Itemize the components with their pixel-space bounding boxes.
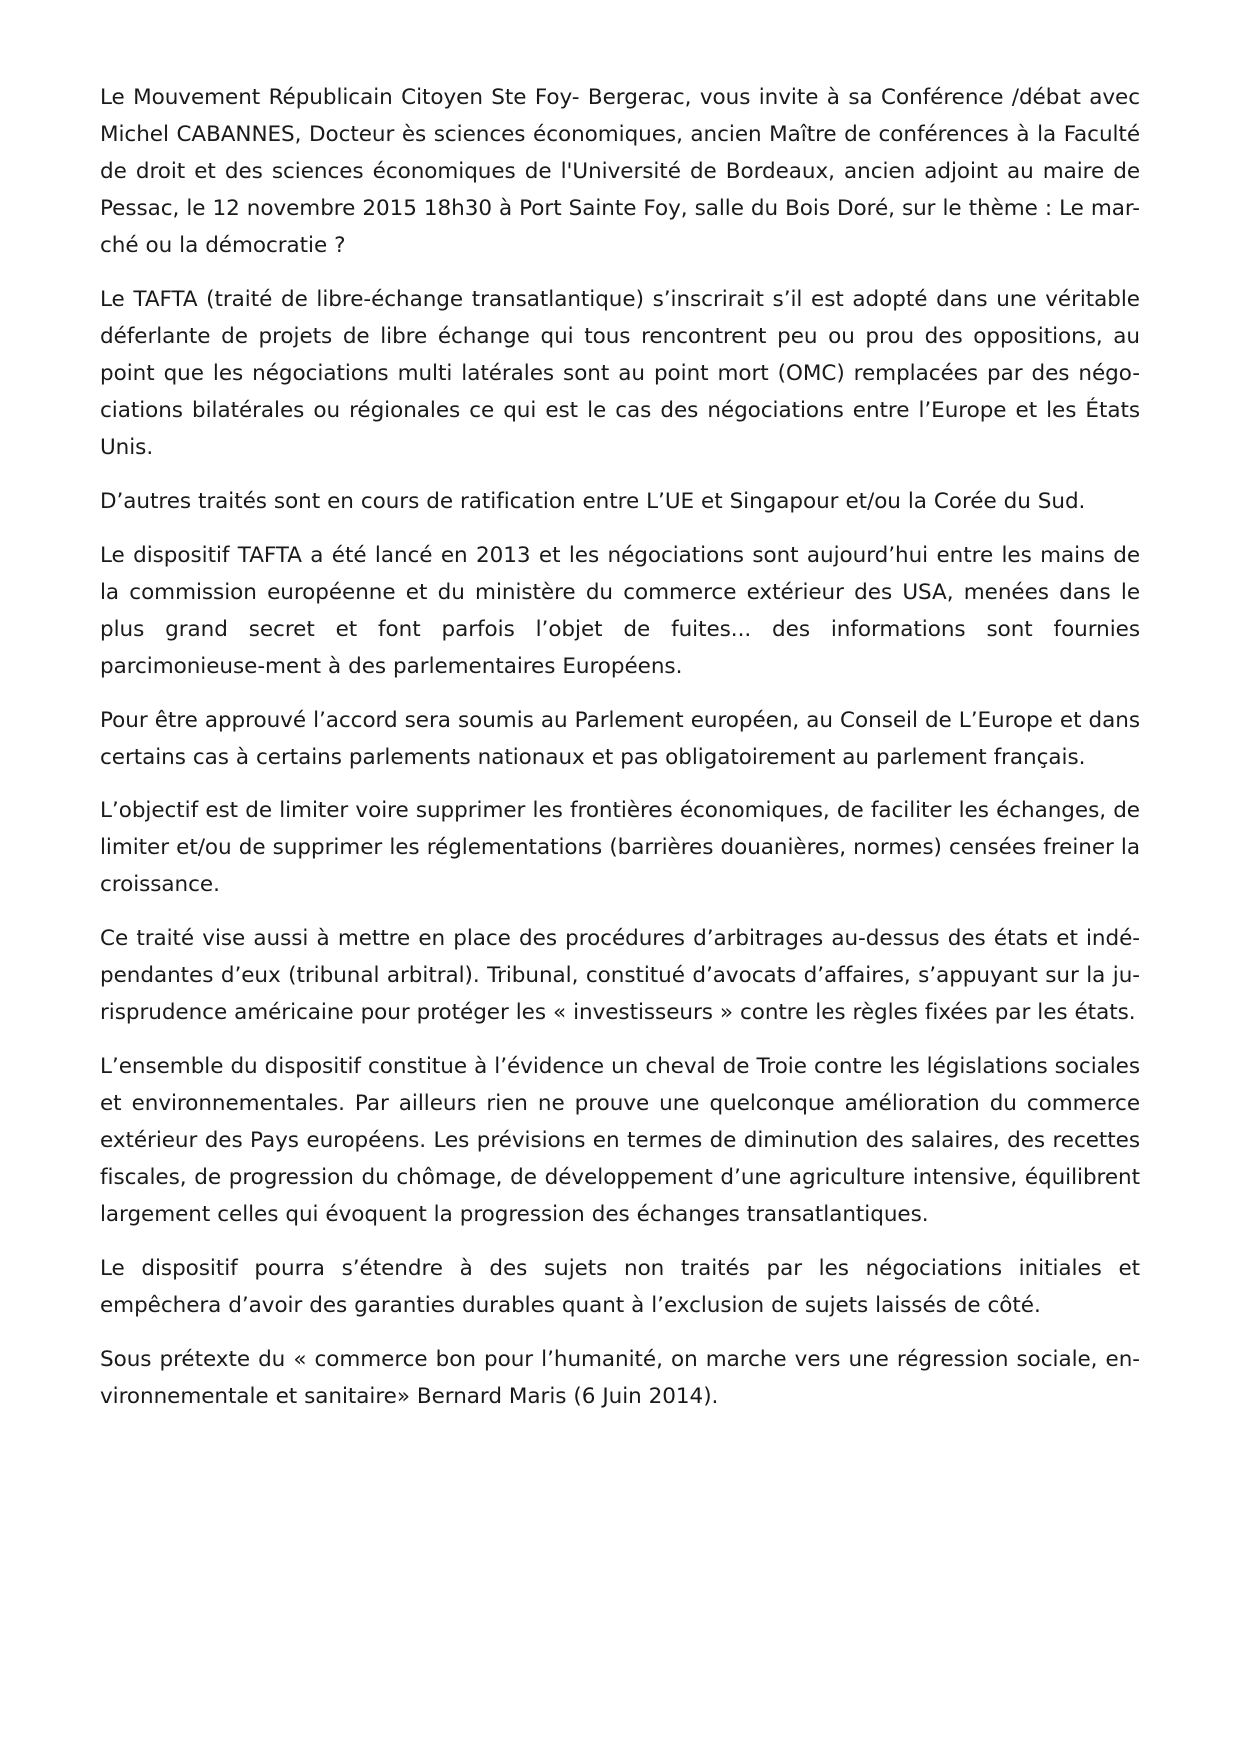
paragraph-objective: L’objectif est de limiter voire supprimer les frontières économiques, de faciliter les échanges, de limiter et/ou de supprimer les réglementations (barrières douanières, normes) censées freiner la croissance. — [100, 798, 1140, 898]
paragraph-consequences: L’ensemble du dispositif constitue à l’évidence un cheval de Troie contre les législations sociales et environnementales. Par ailleurs rien ne prouve une quelconque amélioration du commerce extérieur des Pays européens. Les prévisions en termes de diminution des salaires, des recettes fiscales, de progression du chômage, de développement d’une agriculture intensive, équilibrent largement celles qui évoquent la progression des échanges transatlantiques. — [100, 1054, 1140, 1228]
paragraph-other-treaties: D’autres traités sont en cours de ratification entre L’UE et Singapour et/ou la Corée du Sud. — [100, 488, 1086, 514]
paragraph-tafta-context: Le TAFTA (traité de libre-échange transatlantique) s’inscrirait s’il est adopté dans une véritable déferlante de projets de libre échange qui tous rencontrent peu ou prou des oppositions, au point que les négociations multi latérales sont au point mort (OMC) remplacées par des négo-ciations bilatérales ou régionales ce qui est le cas des négociations entre l’Europe et les États Unis. — [100, 286, 1140, 460]
paragraph-quote-bernard-maris: Sous prétexte du « commerce bon pour l’humanité, on marche vers une régression sociale, en-vironnementale et sanitaire» Bernard Maris (6 Juin 2014). — [100, 1347, 1140, 1410]
paragraph-tafta-launch: Le dispositif TAFTA a été lancé en 2013 et les négociations sont aujourd’hui entre les mains de la commission européenne et du ministère du commerce extérieur des USA, menées dans le plus grand secret et font parfois l’objet de fuites... des informations sont fournies parcimonieuse-ment à des parlementaires Européens. — [100, 542, 1140, 679]
paragraph-scope-extension: Le dispositif pourra s’étendre à des sujets non traités par les négociations initiales et empêchera d’avoir des garanties durables quant à l’exclusion de sujets laissés de côté. — [100, 1256, 1140, 1319]
paragraph-invitation: Le Mouvement Républicain Citoyen Ste Foy- Bergerac, vous invite à sa Conférence /débat avec Michel CABANNES, Docteur ès sciences économiques, ancien Maître de conférences à la Faculté de droit et des sciences économiques de l'Université de Bordeaux, ancien adjoint au maire de Pessac, le 12 novembre 2015 18h30 à Port Sainte Foy, salle du Bois Doré, sur le thème : Le mar-ché ou la démocratie ? — [100, 85, 1140, 258]
document-body — [100, 80, 1140, 1416]
paragraph-arbitration: Ce traité vise aussi à mettre en place des procédures d’arbitrages au-dessus des états et indé-pendantes d’eux (tribunal arbitral). Tribunal, constitué d’avocats d’affaires, s’appuyant sur la ju-risprudence américaine pour protéger les « investisseurs » contre les règles fixées par les états. — [100, 926, 1140, 1026]
paragraph-approval-process: Pour être approuvé l’accord sera soumis au Parlement européen, au Conseil de L’Europe et dans certains cas à certains parlements nationaux et pas obligatoirement au parlement français. — [100, 707, 1140, 770]
